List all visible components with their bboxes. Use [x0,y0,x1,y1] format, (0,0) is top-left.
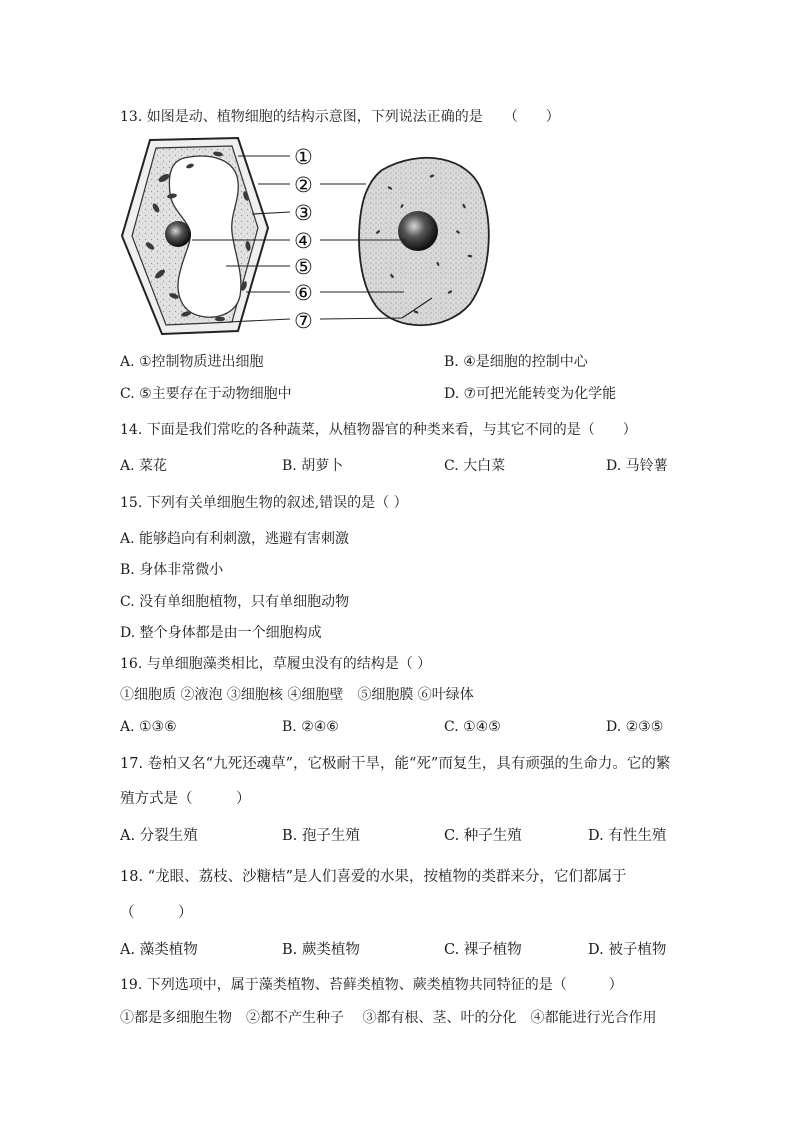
q13-stem: 13. 如图是动、植物细胞的结构示意图，下列说法正确的是 （ ） [120,109,560,125]
q13-option-c[interactable]: C. ⑤主要存在于动物细胞中 [120,386,292,402]
plant-nucleus [165,221,191,247]
q17-option-b[interactable]: B. 孢子生殖 [282,828,360,844]
plant-cell [122,138,268,334]
q16-option-a[interactable]: A. ①③⑥ [120,719,177,735]
label-2: ② [294,173,313,197]
animal-nucleus [398,211,438,251]
q14-stem: 14. 下面是我们常吃的各种蔬菜，从植物器官的种类来看，与其它不同的是（ ） [120,422,637,438]
label-7: ⑦ [294,309,313,333]
label-1: ① [294,145,313,169]
q18-option-c[interactable]: C. 裸子植物 [444,942,522,958]
q16-stem: 16. 与单细胞藻类相比，草履虫没有的结构是（ ） [120,656,432,672]
cell-structure-diagram [120,136,540,336]
q15-option-d[interactable]: D. 整个身体都是由一个细胞构成 [120,625,322,641]
q13-option-a[interactable]: A. ①控制物质进出细胞 [120,354,264,370]
q17-option-c[interactable]: C. 种子生殖 [444,828,522,844]
q18-stem-line2: （ ） [120,905,193,921]
q13-option-b[interactable]: B. ④是细胞的控制中心 [444,354,588,370]
q16-option-b[interactable]: B. ②④⑥ [282,719,339,735]
q14-option-c[interactable]: C. 大白菜 [444,458,506,474]
q16-items: ①细胞质 ②液泡 ③细胞核 ④细胞壁 ⑤细胞膜 ⑥叶绿体 [120,687,474,703]
q14-option-a[interactable]: A. 菜花 [120,458,168,474]
q19-items: ①都是多细胞生物 ②都不产生种子 ③都有根、茎、叶的分化 ④都能进行光合作用 [120,1010,657,1026]
q13-option-d[interactable]: D. ⑦可把光能转变为化学能 [444,386,617,402]
q18-option-a[interactable]: A. 藻类植物 [120,942,198,958]
q17-stem-line1: 17. 卷柏又名“九死还魂草”，它极耐干旱，能“死”而复生，具有顽强的生命力。它的繁 [120,756,671,772]
q17-stem-line2: 殖方式是（ ） [120,791,251,807]
q18-option-d[interactable]: D. 被子植物 [588,942,667,958]
q18-option-b[interactable]: B. 蕨类植物 [282,942,360,958]
q17-option-a[interactable]: A. 分裂生殖 [120,828,198,844]
label-6: ⑥ [294,281,313,305]
label-4: ④ [294,229,313,253]
q17-option-d[interactable]: D. 有性生殖 [588,828,667,844]
animal-cell [359,158,489,325]
q15-stem: 15. 下列有关单细胞生物的叙述,错误的是（ ） [120,495,408,511]
label-3: ③ [294,201,313,225]
q19-stem: 19. 下列选项中，属于藻类植物、苔藓类植物、蕨类植物共同特征的是（ ） [120,977,623,993]
q15-option-c[interactable]: C. 没有单细胞植物，只有单细胞动物 [120,594,350,610]
q16-option-c[interactable]: C. ①④⑤ [444,719,501,735]
q15-option-b[interactable]: B. 身体非常微小 [120,562,224,578]
q14-option-b[interactable]: B. 胡萝卜 [282,458,344,474]
q14-option-d[interactable]: D. 马铃薯 [606,458,668,474]
q16-option-d[interactable]: D. ②③⑤ [606,719,664,735]
label-5: ⑤ [294,255,313,279]
q15-option-a[interactable]: A. 能够趋向有利刺激，逃避有害刺激 [120,531,350,547]
q18-stem-line1: 18. “龙眼、荔枝、沙糖桔”是人们喜爱的水果，按植物的类群来分，它们都属于 [120,869,627,885]
